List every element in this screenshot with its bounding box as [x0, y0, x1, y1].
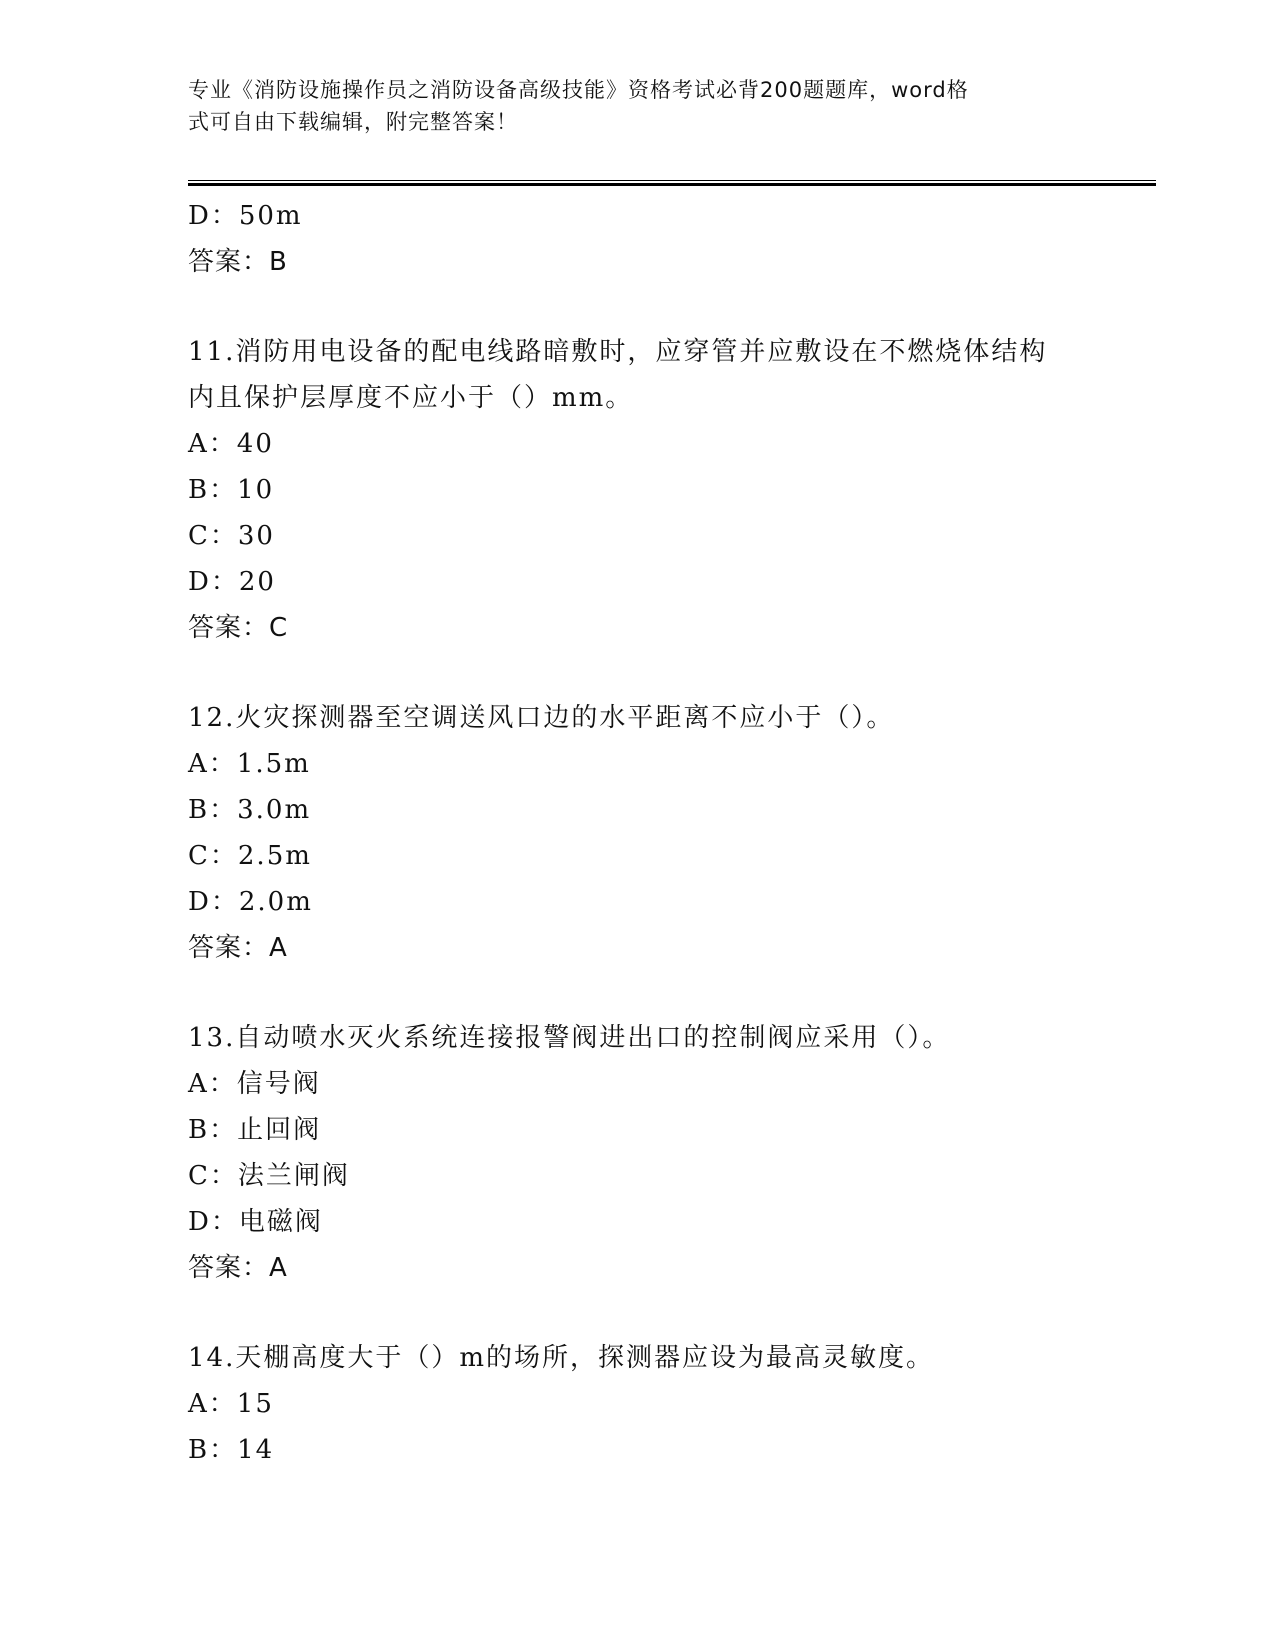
document-header [188, 74, 1088, 138]
option-a: A：1.5m [188, 749, 311, 779]
option-c: C：2.5m [188, 841, 312, 871]
option-d: D：20 [188, 567, 276, 597]
prev-option-d: D：50m [188, 201, 303, 231]
header-line-1: 专业《消防设施操作员之消防设备高级技能》资格考试必背200题题库，word格 [188, 78, 969, 102]
question-13 [188, 1015, 1088, 1291]
option-a: A：信号阀 [188, 1069, 321, 1099]
option-c: C：法兰闸阀 [188, 1161, 350, 1191]
header-rule-thin [188, 180, 1156, 181]
option-b: B：止回阀 [188, 1115, 322, 1145]
question-stem: 11.消防用电设备的配电线路暗敷时，应穿管并应敷设在不燃烧体结构 [188, 337, 1048, 367]
question-stem: 12.火灾探测器至空调送风口边的水平距离不应小于（）。 [188, 703, 895, 733]
header-rule-thick [188, 183, 1156, 186]
option-d: D：电磁阀 [188, 1207, 323, 1237]
option-b: B：3.0m [188, 795, 312, 825]
prev-answer: 答案：B [188, 247, 288, 277]
answer: 答案：A [188, 933, 288, 963]
question-stem: 14.天棚高度大于（）m的场所，探测器应设为最高灵敏度。 [188, 1343, 935, 1373]
answer: 答案：A [188, 1253, 288, 1283]
option-a: A：15 [188, 1389, 274, 1419]
answer: 答案：C [188, 613, 289, 643]
question-11 [188, 329, 1088, 651]
question-stem: 13.自动喷水灭火系统连接报警阀进出口的控制阀应采用（）。 [188, 1023, 951, 1053]
option-d: D：2.0m [188, 887, 313, 917]
option-a: A：40 [188, 429, 274, 459]
header-line-2: 式可自由下载编辑，附完整答案！ [188, 110, 518, 134]
option-c: C：30 [188, 521, 275, 551]
document-body [188, 193, 1088, 1473]
option-b: B：10 [188, 475, 275, 505]
question-14 [188, 1335, 1088, 1473]
question-12 [188, 695, 1088, 971]
question-stem-cont: 内且保护层厚度不应小于（）mm。 [188, 383, 634, 413]
option-b: B：14 [188, 1435, 275, 1465]
